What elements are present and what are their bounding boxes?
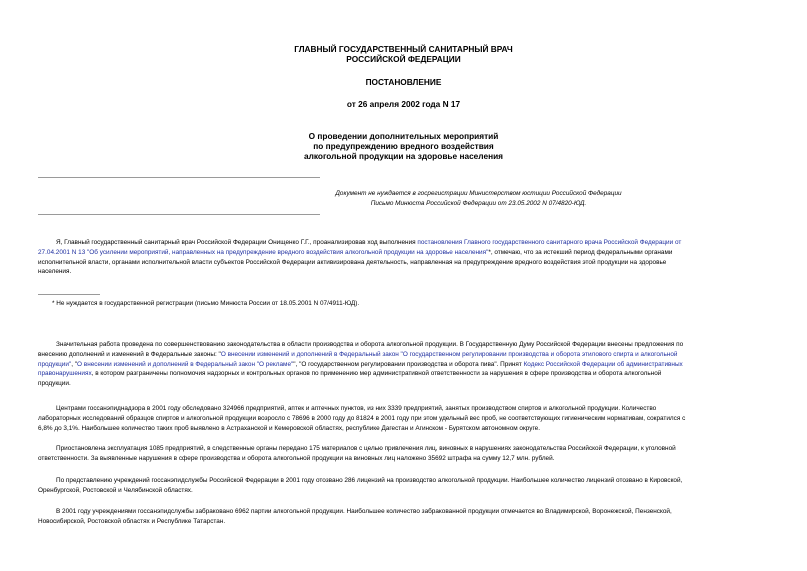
- document-title: [0, 131, 807, 161]
- document-date: [0, 99, 807, 109]
- doc-type-label: ПОСТАНОВЛЕНИЕ: [365, 77, 442, 87]
- title-line-2: по предупреждению вредного воздействия: [313, 141, 494, 151]
- registration-note: [150, 189, 807, 208]
- link-law-advertising[interactable]: О внесении изменений и дополнений в Федеральный закон "О рекламе": [77, 360, 294, 368]
- footnote-divider: [38, 294, 100, 295]
- authority-line-2: РОССИЙСКОЙ ФЕДЕРАЦИИ: [346, 54, 461, 64]
- paragraph-1: Я, Главный государственный санитарный врач Российской Федерации Онищенко Г.Г., проанализировав ход выполнения постановления Главного государственного санитарного врача Российской Федерации от 27.04.2001 N 13 "Об усилении мероприятий, направленных на предупреждение вредного воздействия алкогольной продукции на здоровье населения"*, отмечаю, что за истекший период федеральными органами исполнительной власти, органами исполнительной власти субъектов Российской Федерации активизирована деятельность, направленная на предупреждение вредного воздействия этой продукции на здоровье населения.: [38, 239, 682, 276]
- link-resolution-2001[interactable]: постановления Главного государственного санитарного врача Российской Федерации от: [417, 239, 682, 246]
- link-law-ethyl-alcohol-cont[interactable]: продукции": [38, 360, 72, 368]
- paragraph-2: Значительная работа проведена по совершенствованию законодательства в области производства и оборота алкогольной продукции. В Государственную Думу Российской Федерации внесены предложения по внесению дополнений и изменений в Федеральные законы: "О внесении изменений и дополнений в Федеральный закон "О государственном регулировании производства и оборота этилового спирта и алкогольной продукции", "О внесении изменений и дополнений в Федеральный закон "О рекламе"", "О государственном регулировании производства и оборота пива". Принят Кодекс Российской Федерации об административных правонарушениях, в котором разграничены полномочия надзорных и контрольных органов по применению мер административной ответственности за нарушения в сфере производства и оборота алкогольной продукции.: [38, 341, 684, 388]
- link-admin-code[interactable]: Кодекс Российской Федерации об административных: [523, 360, 683, 368]
- link-admin-code-cont[interactable]: правонарушениях: [38, 370, 92, 378]
- paragraph-5: По представлению учреждений госсанэпидслужбы Российской Федерации в 2001 году отозвано 286 лицензий на производство алкогольной продукции. Наибольшее количество лицензий отозвано в Кировской, Оренбургской, Ростовской и Челябинской областях.: [38, 477, 683, 494]
- document-header: [0, 44, 807, 64]
- document-type: [0, 77, 807, 87]
- footnote: * Не нуждается в государственной регистрации (письмо Минюста России от 18.05.2001 N 07/4911-ЮД).: [52, 300, 360, 307]
- paragraph-4: Приостановлена эксплуатация 1085 предприятий, в следственные органы передано 175 материалов с целью привлечения лиц, виновных в нарушениях законодательства Российской Федерации, к уголовной ответственности. За выявленные нарушения в сфере производства и оборота алкогольной продукции на виновных лиц наложено 35692 штрафа на сумму 12,7 млн. рублей.: [38, 445, 676, 462]
- divider-bottom: [38, 214, 320, 215]
- registration-note-line-1: Документ не нуждается в госрегистрации Министерством юстиции Российской Федерации: [335, 190, 622, 197]
- doc-date-label: от 26 апреля 2002 года N 17: [346, 99, 461, 109]
- divider-top: [38, 177, 320, 178]
- link-law-ethyl-alcohol[interactable]: О внесении изменений и дополнений в Федеральный закон "О государственном регулировании производства и оборота этилового спирта и алкогольной: [220, 350, 678, 358]
- authority-line-1: ГЛАВНЫЙ ГОСУДАРСТВЕННЫЙ САНИТАРНЫЙ ВРАЧ: [294, 44, 513, 54]
- title-line-1: О проведении дополнительных мероприятий: [308, 131, 499, 141]
- paragraph-6: В 2001 году учреждениями госсанэпидслужбы забраковано 6962 партии алкогольной продукции. Наибольшее количество забракованной продукции отмечается во Владимирской, Воронежской, Пензенской, Новосибирской, Ростовской областях и Республике Татарстан.: [38, 508, 672, 525]
- title-line-3: алкогольной продукции на здоровье населения: [303, 151, 504, 161]
- registration-note-line-2: Письмо Минюста Российской Федерации от 23.05.2002 N 07/4820-ЮД.: [370, 199, 587, 207]
- paragraph-3: Центрами госсанэпиднадзора в 2001 году обследовано 324966 предприятий, аптек и аптечных пунктов, из них 3339 предприятий, занятых производством спиртов и алкогольной продукции. Количество лабораторных исследований образцов спиртов и алкогольной продукции возросло с 78696 в 2000 году до 81824 в 2001 году при этом удельный вес проб, не соответствующих гигиеническим нормативам, сократился с 6,8% до 3,1%. Наибольшее количество таких проб выявлено в Астраханской и Кемеровской областях, республике Дагестан и Агинском - Бурятском автономном округе.: [38, 405, 686, 432]
- link-resolution-2001-cont[interactable]: 27.04.2001 N 13 "Об усилении мероприятий, направленных на предупреждение вредного воздействия алкогольной продукции на здоровье населения": [38, 248, 489, 256]
